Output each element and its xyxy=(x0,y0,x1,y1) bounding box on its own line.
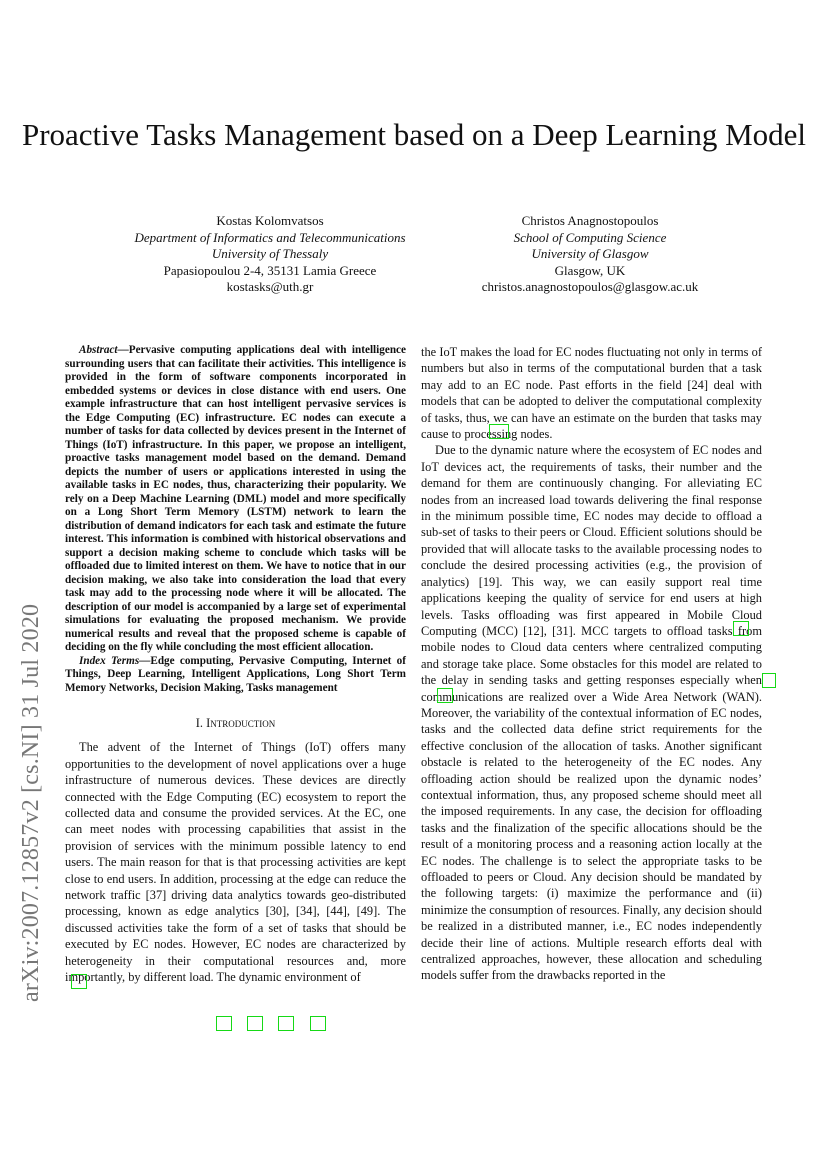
author-block-2 xyxy=(455,213,725,296)
author-name: Kostas Kolomvatsos xyxy=(216,213,324,228)
left-column xyxy=(65,344,406,986)
author-name: Christos Anagnostopoulos xyxy=(521,213,659,228)
body-paragraph: the IoT makes the load for EC nodes fluctuating not only in terms of numbers but also in terms of the computational burden that a task may add to an EC node. Past efforts in the field [24] deal with models that can be adopted to deliver the computational complexity of tasks, thus, we can have an estimate on the burden that tasks may cause to processing nodes. xyxy=(421,345,762,442)
author-university: University of Thessaly xyxy=(211,246,329,261)
index-terms-text: —Edge computing, Pervasive Computing, Internet of Things, Deep Learning, Intelligent Applications, Long Short Term Memory Networks, Decision Making, Tasks management xyxy=(65,654,406,694)
author-university: University of Glasgow xyxy=(531,246,649,261)
section-heading: I. Introduction xyxy=(195,716,276,730)
author-department: School of Computing Science xyxy=(513,229,667,245)
citation-link-box[interactable] xyxy=(489,424,509,439)
citation-link-box[interactable] xyxy=(216,1016,232,1031)
body-paragraph: Due to the dynamic nature where the ecosystem of EC nodes and IoT devices act, the requirements of tasks, their number and the demand for them are continuously changing. For alleviating EC nodes from an increased load towards delivering the final response in the minimum possible time, EC nodes may decide to offload a sub-set of tasks to their peers or Cloud. Efficient solutions should be provided that will allocate tasks to the available processing nodes to conclude the desired processing activities (e.g., the provision of analytics) [19]. This way, we can easily support real time applications keeping the quality of service for end users at high levels. Tasks offloading was first appeared in Mobile Cloud Computing (MCC) [12], [31]. MCC targets to offload tasks from mobile nodes to Cloud data centers where centralized computing and storage take place. Some obstacles for this model are related to the delay in sending tasks and getting responses especially when communications are realized over a Wide Area Network (WAN). Moreover, the variability of the contextual information of EC nodes, tasks and the collected data define strict requirements for the effective conclusion of the allocation of tasks. Another significant obstacle is related to the heterogeneity of the EC nodes. Any offloading action should be realized upon the dynamic nodes’ contextual information, thus, any proposed scheme should meet all the imposed requirements. In any case, the decision for offloading tasks and the finalization of the specific allocations should be the result of a monitoring process and a reasoning action locally at the EC nodes. The challenge is to select the appropriate tasks to be offloaded to peers or Cloud. Any decision should be mandated by the following targets: (i) maximize the performance and (ii) minimize the consumption of resources. Finally, any decision should be realized in a distributed manner, i.e., EC nodes independently decide their line of actions. Multiple research efforts deal with centralized approaches, however, these allocation and scheduling models suffer from the drawbacks reported in the xyxy=(421,443,762,983)
paper-title: Proactive Tasks Management based on a Deep Learning Model xyxy=(21,117,807,152)
citation-link-box[interactable] xyxy=(437,688,453,703)
author-email[interactable]: christos.anagnostopoulos@glasgow.ac.uk xyxy=(481,279,699,294)
abstract-text: —Pervasive computing applications deal with intelligence surrounding users that can facilitate their activities. This intelligence is provided in the form of software components incorporated in embedded systems or devices in close distance with end users. One example infrastructure that can host intelligent pervasive services is the Edge Computing (EC) infrastructure. EC nodes can execute a number of tasks for data collected by devices present in the Internet of Things (IoT) infrastructure. In this paper, we propose an intelligent, proactive tasks management model based on the demand. Demand depicts the number of users or applications interested in using the available tasks in EC nodes, thus, characterizing their popularity. We rely on a Deep Machine Learning (DML) model and more specifically on a Long Short Term Memory (LSTM) network to learn the distribution of demand indicators for each task and estimate the future interest. This information is combined with historical observations and support a decision making scheme to conclude which tasks will be offloaded due to limited interest on them. We have to notice that in our decision making, we also take into consideration the load that every task may add to the processing node where it will be allocated. The description of our model is accompanied by a large set of experimental simulations for evaluating the proposed mechanism. We provide numerical results and reveal that the proposed scheme is capable of deciding on the fly while concluding the most efficient allocation. xyxy=(65,344,406,653)
index-terms-label: Index Terms xyxy=(79,654,140,667)
citation-link-box[interactable] xyxy=(733,621,749,636)
intro-paragraph: The advent of the Internet of Things (IoT) offers many opportunities to the development of novel applications over a huge infrastructure of numerous devices. These devices are directly connected with the Edge Computing (EC) ecosystem to report the collected data and consume the provided services. At the EC, one can meet nodes with processing capabilities that assist in the provision of services with the minimum possible latency to end users. The main reason for that is that processing activities are kept close to end users. In addition, processing at the edge can reduce the network traffic [37] driving data analytics towards geo-distributed processing, known as edge analytics [30], [34], [44], [49]. The discussed activities take the form of a set of tasks that should be executed by EC nodes. However, EC nodes are characterized by heterogeneity in their computational resources and, more importantly, by different load. The dynamic environment of xyxy=(65,740,406,985)
author-address: Papasiopoulou 2-4, 35131 Lamia Greece xyxy=(163,262,377,278)
citation-link-box[interactable] xyxy=(71,974,87,989)
citation-link-box[interactable] xyxy=(247,1016,263,1031)
citation-link-box[interactable] xyxy=(278,1016,294,1031)
arxiv-identifier[interactable]: arXiv:2007.12857v2 [cs.NI] 31 Jul 2020 xyxy=(18,603,44,1002)
citation-link-box[interactable] xyxy=(310,1016,326,1031)
author-department: Department of Informatics and Telecommunications xyxy=(134,229,406,245)
right-column xyxy=(421,344,762,984)
author-email[interactable]: kostasks@uth.gr xyxy=(226,279,314,294)
index-terms xyxy=(65,655,406,696)
abstract-label: Abstract xyxy=(79,344,118,356)
abstract xyxy=(65,344,406,655)
author-address: Glasgow, UK xyxy=(554,262,626,278)
author-block-1 xyxy=(110,213,430,296)
citation-link-box[interactable] xyxy=(762,673,776,688)
